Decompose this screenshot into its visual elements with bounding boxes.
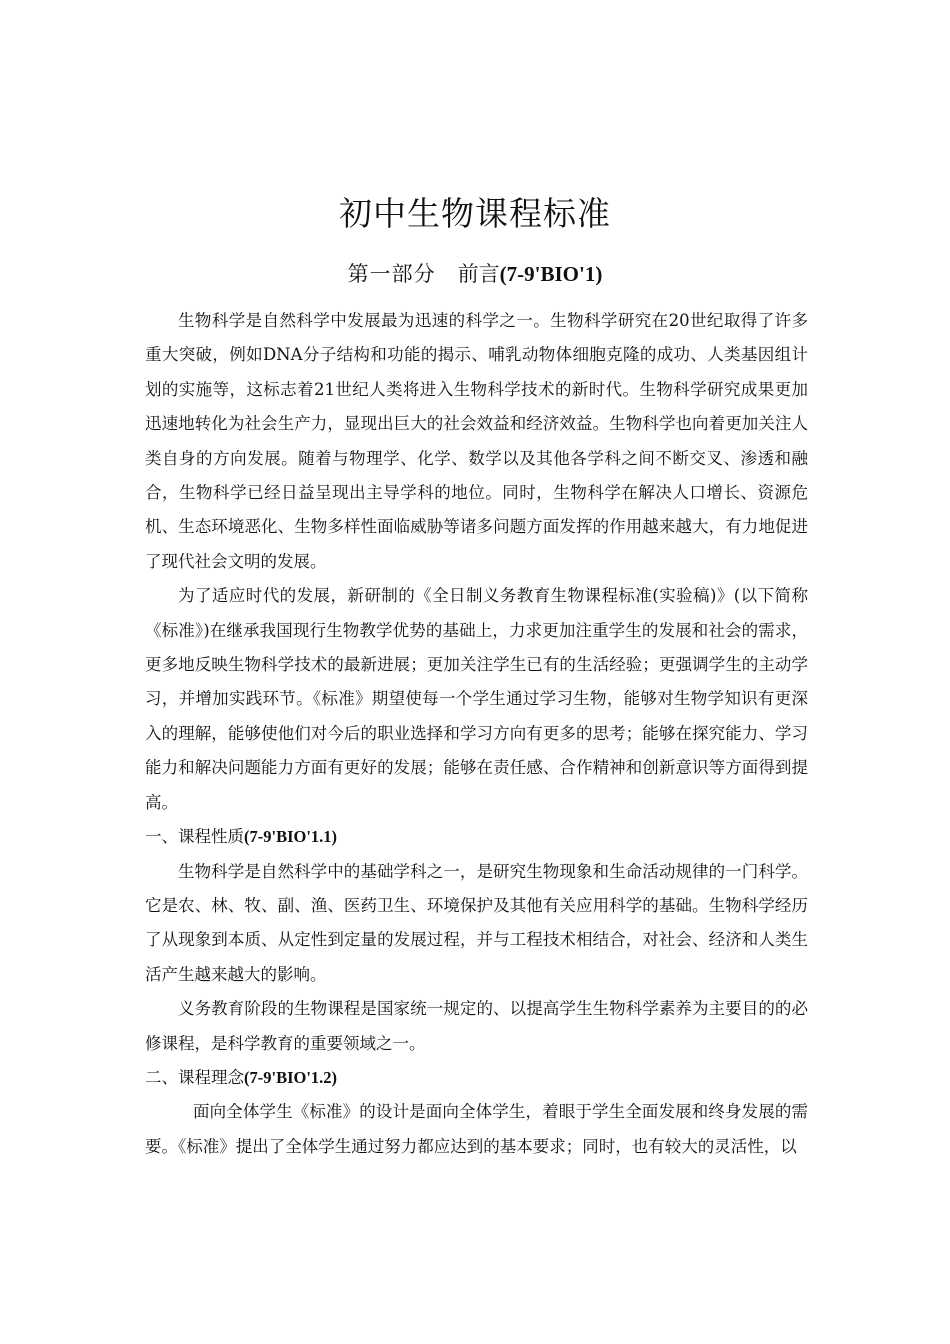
- section-heading-nature-code: (7-9'BIO'1.1): [244, 827, 338, 847]
- document-body: [145, 304, 808, 1164]
- subtitle-part: 第一部分: [347, 262, 436, 286]
- section-heading-philosophy: [145, 1061, 808, 1095]
- section-heading-nature-text: 一、课程性质: [145, 827, 244, 847]
- subtitle-name: 前言: [457, 262, 500, 286]
- paragraph-intro-1: 生物科学是自然科学中发展最为迅速的科学之一。生物科学研究在20世纪取得了许多重大突破，例如DNA分子结构和功能的揭示、哺乳动物体细胞克隆的成功、人类基因组计划的实施等，这标志着21世纪人类将进入生物科学技术的新时代。生物科学研究成果更加迅速地转化为社会生产力，显现出巨大的社会效益和经济效益。生物科学也向着更加关注人类自身的方向发展。随着与物理学、化学、数学以及其他各学科之间不断交叉、渗透和融合，生物科学已经日益呈现出主导学科的地位。同时，生物科学在解决人口增长、资源危机、生态环境恶化、生物多样性面临威胁等诸多问题方面发挥的作用越来越大，有力地促进了现代社会文明的发展。: [145, 311, 808, 571]
- section-heading-philosophy-text: 二、课程理念: [145, 1067, 244, 1087]
- paragraph-intro-2: 为了适应时代的发展，新研制的《全日制义务教育生物课程标准(实验稿)》(以下简称《标准》)在继承我国现行生物教学优势的基础上，力求更加注重学生的发展和社会的需求，更多地反映生物科学技术的最新进展；更加关注学生已有的生活经验；更强调学生的主动学习，并增加实践环节。《标准》期望使每一个学生通过学习生物，能够对生物学知识有更深入的理解，能够使他们对今后的职业选择和学习方向有更多的思考；能够在探究能力、学习能力和解决问题能力方面有更好的发展；能够在责任感、合作精神和创新意识等方面得到提高。: [145, 586, 808, 812]
- document-subtitle: [0, 258, 950, 288]
- section-heading-philosophy-code: (7-9'BIO'1.2): [244, 1067, 338, 1087]
- subtitle-code: (7-9'BIO'1): [499, 262, 603, 286]
- paragraph-philosophy-1: 面向全体学生《标准》的设计是面向全体学生，着眼于学生全面发展和终身发展的需要。《标准》提出了全体学生通过努力都应达到的基本要求；同时，也有较大的灵活性，以: [145, 1102, 808, 1156]
- section-heading-nature: [145, 820, 808, 854]
- paragraph-nature-2: 义务教育阶段的生物课程是国家统一规定的、以提高学生生物科学素养为主要目的的必修课程，是科学教育的重要领域之一。: [145, 999, 808, 1053]
- paragraph-nature-1: 生物科学是自然科学中的基础学科之一，是研究生物现象和生命活动规律的一门科学。它是农、林、牧、副、渔、医药卫生、环境保护及其他有关应用科学的基础。生物科学经历了从现象到本质、从定性到定量的发展过程，并与工程技术相结合，对社会、经济和人类生活产生越来越大的影响。: [145, 861, 808, 984]
- document-title: 初中生物课程标准: [339, 194, 611, 233]
